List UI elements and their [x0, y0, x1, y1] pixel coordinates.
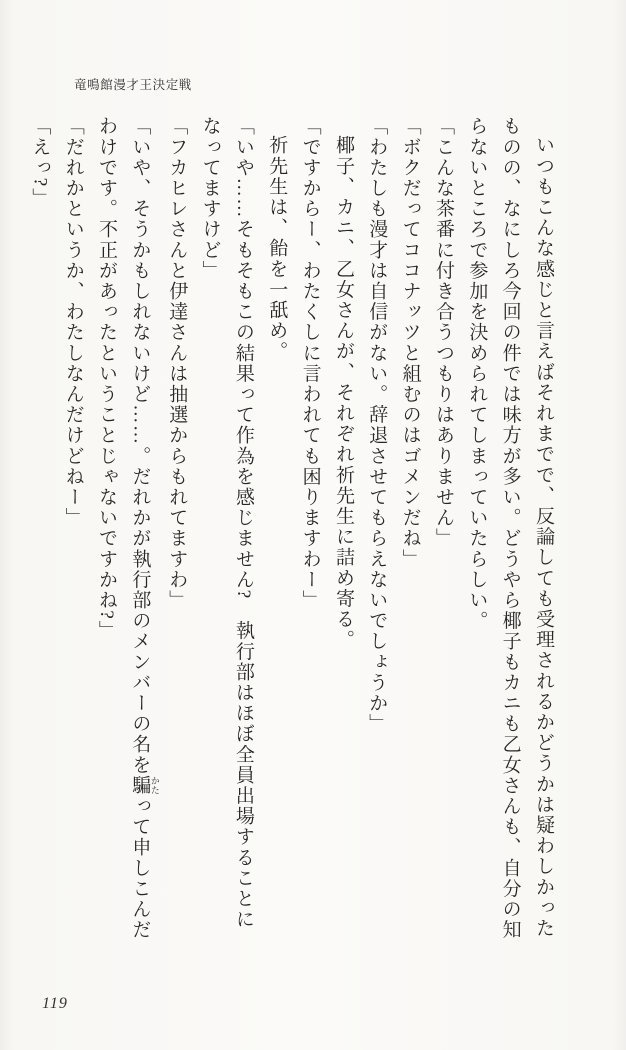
paragraph-text: 「えっ?」	[29, 116, 51, 209]
paragraph-text: 「フカヒレさんと伊達さんは抽選からもれてますわ」	[166, 116, 188, 611]
paragraph	[460, 116, 560, 943]
paragraph	[193, 116, 260, 943]
furigana-text: かた	[149, 775, 160, 796]
paragraph-text: いつもこんな感じと言えばそれまでで、反論しても受理されるかどうかは疑わしかったものの、なにしろ今回の件では味方が多い。どうやら椰子もカニも乙女さんも、自分の知らないところで参加を決められてしまっていたらしい。	[466, 116, 554, 940]
text-block	[26, 116, 560, 943]
paragraph-text: 「いや、そうかもしれないけど……。だれかが執行部のメンバーの名を	[129, 116, 151, 776]
paragraph	[293, 116, 326, 943]
paragraph-text: って申しこんだわけです。不正があったということじゃないですかね?」	[96, 116, 151, 941]
paragraph-text: 「ですからー、わたくしに言われても困りますわー」	[299, 116, 321, 611]
paragraph	[260, 116, 293, 943]
paragraph	[26, 116, 56, 943]
furigana-base: 騙	[129, 775, 151, 796]
paragraph-text: 椰子、カニ、乙女さんが、それぞれ祈先生に詰め寄る。	[332, 135, 354, 650]
paragraph	[427, 116, 460, 943]
paragraph-text: 祈先生は、飴を一舐め。	[266, 135, 288, 362]
paragraph	[90, 116, 160, 943]
paragraph	[393, 116, 426, 943]
paragraph-text: 「だれかというか、わたしなんだけどねー」	[62, 116, 84, 528]
paragraph	[56, 116, 89, 943]
paragraph-text: 「こんな茶番に付き合うつもりはありません」	[432, 116, 454, 549]
paragraph-text: 「わたしも漫才は自信がない。辞退させてもらえないでしょうか」	[366, 116, 388, 734]
running-header: 竜鳴館漫才王決定戦	[74, 78, 192, 92]
furigana-ruby	[129, 775, 160, 796]
page-number: 119	[42, 995, 68, 1012]
paragraph	[327, 116, 360, 943]
paragraph-text: 「ボクだってココナッツと組むのはゴメンだね」	[399, 116, 421, 570]
paragraph-text: 「いや……そもそもこの結果って作為を感じません? 執行部はほぼ全員出場することになってますけど」	[199, 116, 254, 930]
paragraph	[160, 116, 193, 943]
paragraph	[360, 116, 393, 943]
